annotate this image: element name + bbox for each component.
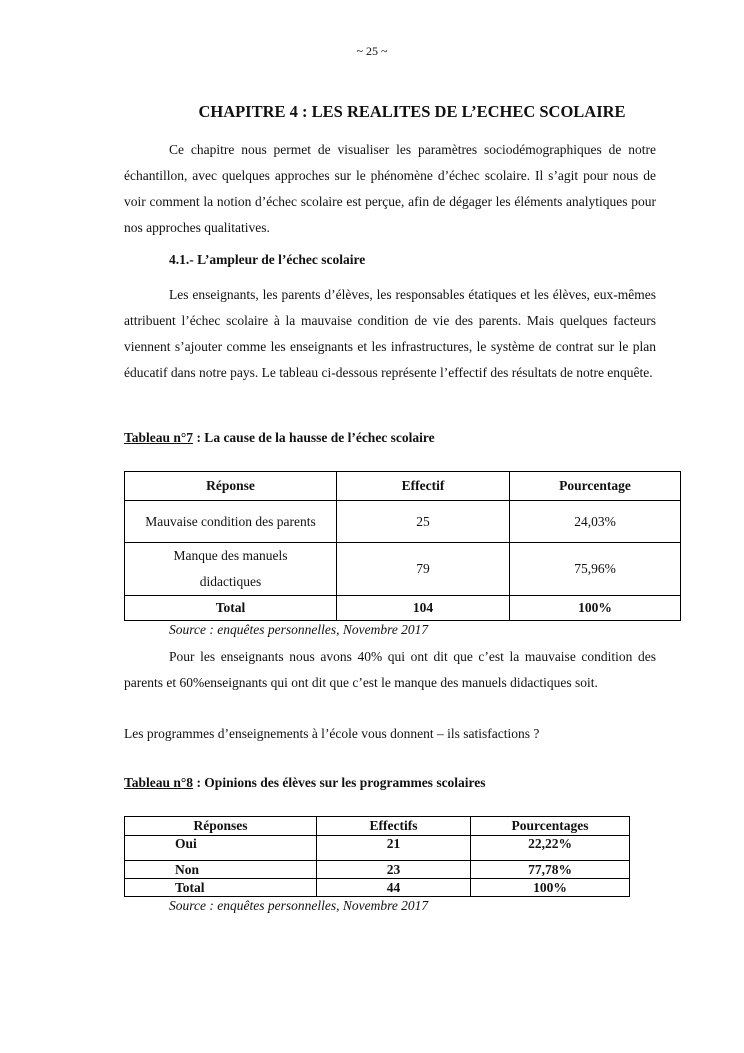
table8-total-cell: 44 — [317, 879, 471, 897]
table7-cell: 25 — [337, 501, 510, 543]
table7-cell: 79 — [337, 543, 510, 596]
table7-header-cell: Pourcentage — [510, 472, 681, 501]
table7-cell: 24,03% — [510, 501, 681, 543]
after-table7-line: soit. — [575, 675, 598, 690]
table8-caption — [124, 775, 486, 791]
table7-row — [125, 501, 681, 543]
question-line: Les programmes d’enseignements à l’école vous donnent – ils satisfactions ? — [124, 726, 540, 741]
table8-cell: 21 — [317, 836, 471, 861]
table8 — [124, 816, 630, 897]
table7-header-cell: Réponse — [125, 472, 337, 501]
table8-header-cell: Pourcentages — [471, 817, 630, 836]
intro-line: Ce chapitre nous permet de visualiser les paramètres sociodémographiques de — [169, 142, 622, 157]
table7-cell: Mauvaise condition des parents — [125, 501, 337, 543]
section-line: système de contrat sur le plan éducatif dans notre pays. Le tableau ci-dessous représente — [124, 339, 657, 380]
table8-row — [125, 836, 630, 861]
table8-cell: 22,22% — [471, 836, 630, 861]
table8-caption-label: Tableau n°8 — [124, 775, 194, 790]
table8-cell: Oui — [125, 836, 317, 861]
section-paragraph — [124, 282, 656, 386]
table8-total-row — [125, 879, 630, 897]
table8-header-cell: Effectifs — [317, 817, 471, 836]
table7-caption-label: Tableau n°7 — [124, 430, 194, 445]
chapter-title: CHAPITRE 4 : LES REALITES DE L’ECHEC SCOLAIRE — [198, 102, 626, 121]
table7-header-cell: Effectif — [337, 472, 510, 501]
after-table7-line: des parents et 60%enseignants qui ont dit que c’est le manque des manuels didactiques — [124, 649, 656, 690]
table8-header-cell: Réponses — [125, 817, 317, 836]
page-number: ~ 25 ~ — [356, 44, 388, 58]
intro-line: éléments analytiques pour nos approches qualitatives. — [124, 194, 656, 235]
table7-total-cell: 104 — [337, 596, 510, 621]
table8-source: Source : enquêtes personnelles, Novembre 2017 — [169, 898, 429, 913]
table7-caption-text: : La cause de la hausse de l’échec scolaire — [193, 430, 435, 445]
intro-line: pour nous de voir comment la notion d’échec scolaire est perçue, afin de dégager les — [124, 168, 656, 209]
table7-total-cell: 100% — [510, 596, 681, 621]
table7-header-row — [125, 472, 681, 501]
table8-total-cell: Total — [125, 879, 317, 897]
table8-caption-text: : Opinions des élèves sur les programmes scolaires — [193, 775, 486, 790]
table8-total-cell: 100% — [471, 879, 630, 897]
table8-row — [125, 861, 630, 879]
section-line: eux-mêmes attribuent l’échec scolaire à la mauvaise condition de vie des parents. Mais — [124, 287, 656, 328]
table7-total-cell: Total — [125, 596, 337, 621]
section-line: l’effectif des résultats de notre enquête. — [440, 365, 653, 380]
table7-source: Source : enquêtes personnelles, Novembre 2017 — [169, 622, 429, 637]
intro-line: notre échantillon, avec quelques approches sur le phénomène d’échec scolaire. Il s’agit — [124, 142, 656, 183]
table7-cell: Manque des manuels didactiques — [125, 543, 337, 596]
section-line: Les enseignants, les parents d’élèves, les responsables étatiques et les élèves, — [169, 287, 590, 302]
table7-cell: 75,96% — [510, 543, 681, 596]
table7 — [124, 471, 681, 621]
intro-paragraph — [124, 137, 656, 241]
after-table7-line: Pour les enseignants nous avons 40% qui ont dit que c’est la mauvaise condition — [169, 649, 633, 664]
table7-caption — [124, 430, 435, 446]
after-table7-paragraph — [124, 644, 656, 696]
table8-header-row — [125, 817, 630, 836]
table8-cell: 23 — [317, 861, 471, 879]
section-line: quelques facteurs viennent s’ajouter comme les enseignants et les infrastructures, le — [124, 313, 656, 354]
table7-row — [125, 543, 681, 596]
table8-cell: 77,78% — [471, 861, 630, 879]
section-heading: 4.1.- L’ampleur de l’échec scolaire — [169, 252, 366, 267]
table7-total-row — [125, 596, 681, 621]
table8-cell: Non — [125, 861, 317, 879]
